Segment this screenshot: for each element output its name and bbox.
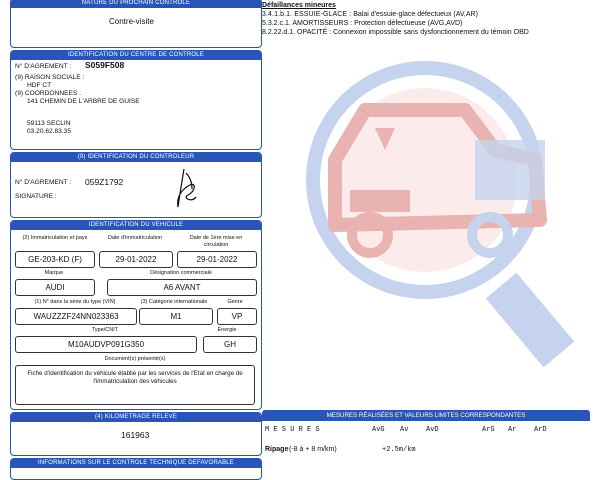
date-premiere-label: Date de 1ère mise en circulation [189, 235, 243, 248]
centre-address-line2: 59113 SECLIN [27, 120, 71, 127]
col-arg: ArG [482, 426, 495, 434]
date-immat-label: Date d'immatriculation [107, 235, 163, 241]
col-ard: ArD [534, 426, 547, 434]
immat-value: GE-203-KD (F) [15, 251, 95, 268]
mesures-columns-row [262, 426, 592, 436]
controleur-signature-label: SIGNATURE : [15, 193, 57, 200]
kilometrage-value: 161963 [121, 430, 150, 440]
centre-phone: 03.20.62.83.35 [27, 128, 71, 135]
genre-value: VP [217, 308, 257, 325]
defaillances-title: Défaillances mineures [262, 2, 336, 9]
ripage-range: (-8 à + 8 m/km) [289, 446, 337, 453]
ripage-label: Ripage [265, 446, 289, 453]
categorie-value: M1 [139, 308, 213, 325]
defaillance-item [262, 28, 597, 37]
defaillance-code: 5.3.2.c.1. AMORTISSEURS : [262, 20, 353, 27]
controleur-agrement-label: N° D'AGREMENT : [15, 179, 72, 186]
controleur-panel [10, 152, 262, 218]
centre-agrement-label: N° D'AGREMENT : [15, 63, 72, 70]
centre-raison-label: (9) RAISON SOCIALE : [15, 74, 85, 81]
vehicule-panel [10, 220, 262, 410]
marque-value: AUDI [15, 279, 95, 296]
mesures-header: MESURES RÉALISÉES ET VALEURS LIMITES CORRESPONDANTES [262, 410, 590, 421]
marque-label: Marque [44, 270, 64, 276]
informations-header: INFORMATIONS SUR LE CONTROLE TECHNIQUE DEFAVORABLE [11, 459, 261, 468]
documents-label: Document(s) présenté(s) [104, 356, 166, 362]
designation-label: Désignation commerciale [150, 270, 212, 276]
vin-value: WAUZZZF24NN023363 [15, 308, 137, 325]
defaillance-text: Connexion impossible sans dysfonctionnement du témoin OBD [333, 29, 529, 36]
controleur-header: (9) IDENTIFICATION DU CONTROLEUR [11, 153, 261, 162]
ripage-value: +2.5m/km [382, 446, 416, 454]
col-avd: AvD [426, 426, 439, 434]
controleur-agrement-value: 059Z1792 [85, 177, 124, 187]
vehicule-header: IDENTIFICATION DU VEHICULE [11, 221, 261, 230]
col-av: Av [400, 426, 409, 434]
col-avg: AvG [372, 426, 385, 434]
defaillance-text: Balai d'essuie-glace défectueux (AV,AR) [353, 11, 478, 18]
type-value: M10AUDVP091G350 [15, 336, 197, 353]
designation-value: A6 AVANT [107, 279, 257, 296]
defaillance-item [262, 10, 597, 19]
col-ar: Ar [508, 426, 517, 434]
kilometrage-header: (4) KILOMETRAGE RELEVE [11, 413, 261, 422]
centre-address-line1: 141 CHEMIN DE L'ARBRE DE GUISE [27, 98, 140, 105]
vin-label: (1) N° dans la série du type (VIN) [34, 299, 116, 305]
centre-raison-value: HDF CT [27, 82, 52, 89]
energie-value: GH [203, 336, 257, 353]
date-premiere-value: 29-01-2022 [177, 251, 257, 268]
defaillance-item [262, 19, 597, 28]
informations-panel [10, 458, 262, 480]
energie-label: Énergie [217, 327, 237, 333]
centre-agrement-value: S059F508 [85, 60, 125, 70]
type-label: Type/CNIT [91, 327, 119, 333]
defaillances-section [262, 0, 597, 37]
defaillance-code: 8.2.22.d.1. OPACITÉ : [262, 29, 332, 36]
next-inspection-value: Contre-visite [109, 17, 154, 26]
signature-image [166, 167, 206, 213]
next-inspection-header: NATURE DU PROCHAIN CONTROLE [11, 0, 261, 8]
genre-label: Genre [227, 299, 243, 305]
defaillance-text: Protection défectueuse (AVG,AVD) [354, 20, 463, 27]
mesures-columns-label: M E S U R E S [265, 426, 320, 434]
categorie-label: (3) Catégorie internationale [140, 299, 208, 305]
kilometrage-panel [10, 412, 262, 456]
centre-header: IDENTIFICATION DU CENTRE DE CONTROLE [11, 51, 261, 60]
centre-coord-label: (9) COORDONNEES : [15, 90, 81, 97]
immat-label: (2) Immatriculation et pays [22, 235, 88, 241]
centre-panel [10, 50, 262, 150]
watermark-emblem [275, 40, 595, 380]
ripage-row [262, 446, 592, 456]
documents-value: Fiche d'identification du véhicule établie par les services de l'Etat en charge de l'immatriculation des véhicules [15, 365, 255, 405]
date-immat-value: 29-01-2022 [99, 251, 173, 268]
next-inspection-panel [10, 0, 262, 48]
defaillance-code: 3.4.1.b.1. ESSUIE-GLACE : [262, 11, 352, 18]
